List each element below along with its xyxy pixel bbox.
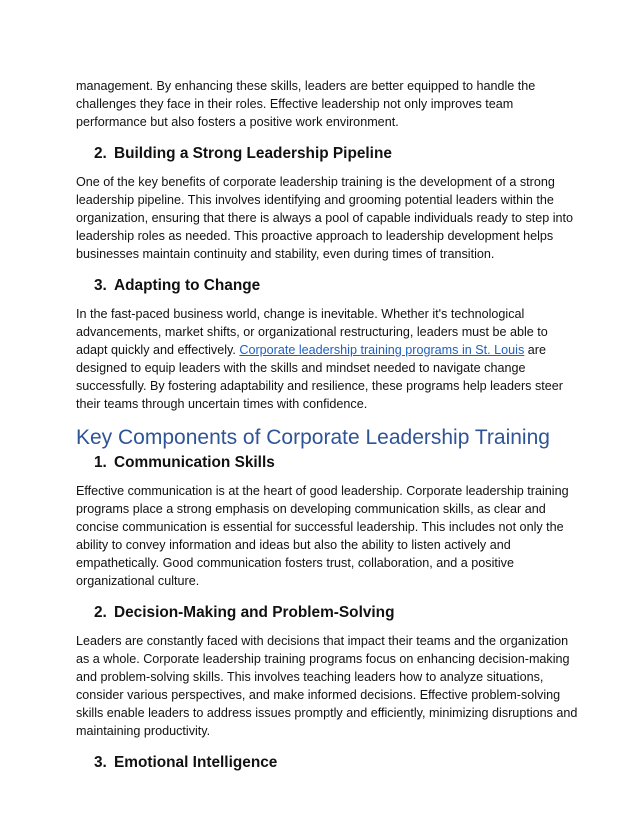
heading-communication-skills [76, 453, 578, 473]
heading-emotional-intelligence [76, 753, 578, 773]
intro-paragraph: management. By enhancing these skills, leaders are better equipped to handle the challenges they face in their roles. Effective leadership not only improves team performance but also fosters a positive work environment. [76, 79, 536, 129]
decision-paragraph: Leaders are constantly faced with decisions that impact their teams and the organization as a whole. Corporate leadership training programs focus on enhancing decision-making and problem-solving skills. This involves teaching leaders how to analyze situations, consider various perspectives, and make informed decisions. Effective problem-solving skills enable leaders to address issues promptly and efficiently, minimizing disruptions and maintaining productivity. [76, 634, 578, 738]
heading-text: Adapting to Change [114, 277, 261, 294]
heading-text: Building a Strong Leadership Pipeline [114, 145, 392, 162]
pipeline-paragraph: One of the key benefits of corporate leadership training is the development of a strong leadership pipeline. This involves identifying and grooming potential leaders within the organization, ensuring that there is always a pool of capable individuals ready to step into leadership roles as needed. This proactive approach to leadership development helps businesses maintain continuity and stability, even during times of transition. [76, 175, 574, 261]
heading-text: Decision-Making and Problem-Solving [114, 604, 395, 621]
heading-number: 3. [94, 754, 107, 771]
heading-text: Emotional Intelligence [114, 754, 278, 771]
heading-adapting-change [76, 276, 578, 296]
heading-number: 2. [94, 145, 107, 162]
key-components-heading: Key Components of Corporate Leadership Training [76, 426, 550, 449]
heading-number: 3. [94, 277, 107, 294]
heading-decision-making [76, 603, 578, 623]
heading-building-pipeline [76, 144, 578, 164]
heading-text: Communication Skills [114, 454, 275, 471]
st-louis-programs-link[interactable]: Corporate leadership training programs in St. Louis [239, 343, 525, 357]
heading-number: 1. [94, 454, 107, 471]
communication-paragraph: Effective communication is at the heart of good leadership. Corporate leadership training programs place a strong emphasis on developing communication skills, as clear and concise communication is essential for successful leadership. This includes not only the ability to convey information and ideas but also the ability to listen actively and empathetically. Good communication fosters trust, collaboration, and a positive organizational culture. [76, 484, 569, 588]
heading-number: 2. [94, 604, 107, 621]
change-paragraph [76, 305, 578, 413]
change-text-after: are designed to equip leaders with the skills and mindset needed to navigate change successfully. By fostering adaptability and resilience, these programs help leaders steer their teams through uncertain times with confidence. [76, 343, 563, 411]
change-text-before: In the fast-paced business world, change is inevitable. Whether it's technological advancements, market shifts, or organizational restructuring, leaders must be able to adapt quickly and effectively. [76, 307, 548, 357]
